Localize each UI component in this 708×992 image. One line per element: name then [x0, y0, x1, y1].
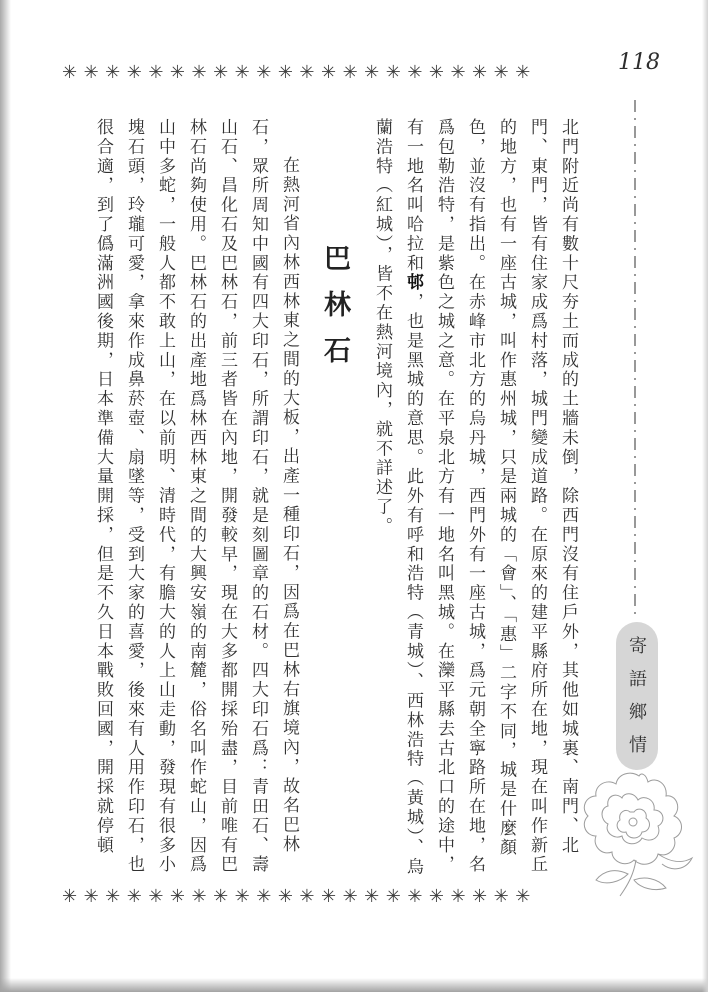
section-heading: 巴林石	[320, 244, 350, 382]
page-edge-shadow-left	[0, 0, 11, 992]
dash-dot-divider-line	[633, 100, 637, 616]
text-column-8: 在熱河省內林西林東之間的大板，出產一種印石，因爲在巴林右旗境內，故名巴林	[280, 156, 299, 855]
emphasized-character: 邨	[404, 273, 423, 293]
text-column-5: 爲包勒浩特，是紫色之城之意。在平泉北方有一地名叫黑城。在灤平縣去古北口的途中，	[435, 118, 454, 875]
page-edge-shadow-bottom	[0, 978, 708, 992]
chapter-tab	[616, 622, 658, 770]
page-number: 118	[618, 50, 660, 75]
text-segment: 有一地名叫哈拉和	[404, 118, 423, 274]
text-column-10: 山石、昌化石及巴林石，前三者皆在內地，開發較早，現在大多都開採殆盡，目前唯有巴	[218, 118, 237, 875]
text-column-11: 林石尚夠使用。巴林石的出產地爲林西林東之間的大興安嶺的南麓，俗名叫作蛇山，因爲	[187, 118, 206, 875]
text-column-12: 山中多蛇，一般人都不敢上山，在以前明、清時代，有膽大的人上山走動，發現有很多小	[156, 118, 175, 875]
text-column-4: 色，並沒有指出。在赤峰市北方的烏丹城，西門外有一座古城，爲元朝全寧路所在地，名	[466, 118, 485, 875]
text-column-1: 北門附近尚有數十尺夯土而成的土牆未倒，除西門沒有住戶外，其他如城裏、南門、北	[559, 118, 578, 856]
text-column-13: 塊石頭，玲瓏可愛，拿來作成鼻菸壺、扇墜等，受到大家的喜愛，後來有人用作印石，也	[125, 118, 144, 875]
text-column-14: 很合適，到了僞滿洲國後期，日本準備大量開採，但是不久日本戰敗回國，開採就停頓	[94, 118, 113, 856]
main-text	[88, 118, 584, 902]
text-column-2: 門、東門，皆有住家成爲村落，城門變成道路。在原來的建平縣府所在地，現在叫作新丘	[528, 118, 547, 875]
text-column-7: 蘭浩特（紅城），皆不在熱河境內，就不詳述了。	[373, 118, 392, 537]
chapter-tab-label: 寄語鄉情	[627, 636, 647, 768]
text-column-6	[398, 118, 429, 902]
text-column-9: 石，眾所周知中國有四大印石，所謂印石，就是刻圖章的石材。四大印石爲：青田石、壽	[249, 118, 268, 875]
text-segment: ，也是黑城的意思。此外有呼和浩特（青城）、西林浩特（黃城）、烏	[404, 292, 423, 878]
peony-flower-icon	[578, 768, 700, 900]
page-edge-shadow-right	[702, 0, 708, 992]
ornament-border-top: ✳✳✳✳✳✳✳✳✳✳✳✳✳✳✳✳✳✳✳✳✳✳	[62, 62, 537, 83]
ornament-border-bottom: ✳✳✳✳✳✳✳✳✳✳✳✳✳✳✳✳✳✳✳✳✳✳	[62, 886, 537, 907]
text-column-3: 的地方，也有一座古城，叫作惠州城，只是兩城的「會」、「惠」二字不同，城是什麼顏	[497, 118, 516, 858]
